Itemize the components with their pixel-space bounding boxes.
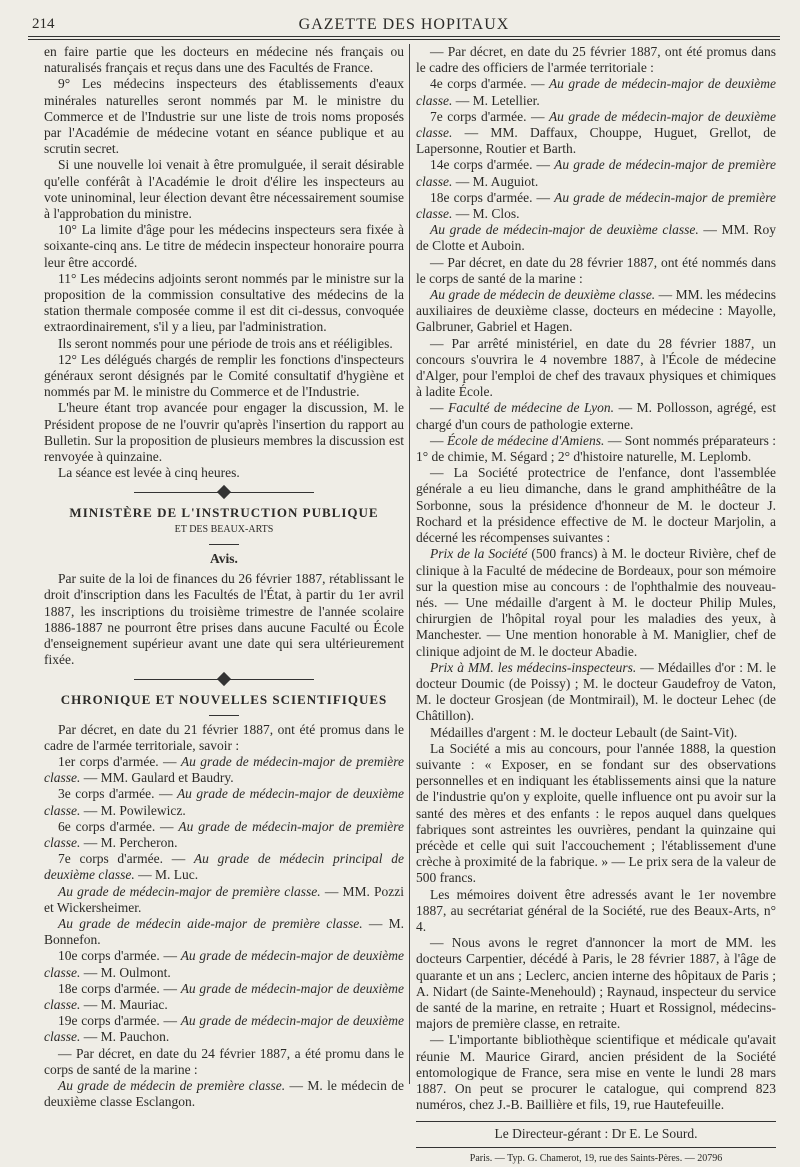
short-rule [209,715,239,716]
paragraph: — Par décret, en date du 24 février 1887, a été promu dans le corps de santé de la marine : [44,1045,404,1077]
notice-title: Avis. [210,550,238,566]
section-heading: CHRONIQUE ET NOUVELLES SCIENTIFIQUES [60,692,388,708]
separator [44,485,404,499]
short-rule [209,544,239,545]
paragraph: — Par arrêté ministériel, en date du 28 février 1887, un concours s'ouvrira le 4 novembre 1887, à l'École de médecine d'Alger, pour l'emploi de chef des travaux physiques et chimiques à ladite École. [416,335,776,400]
paragraph: Prix à MM. les médecins-inspecteurs. — Médailles d'or : M. le docteur Doumic (de Poissy) ; M. le docteur Gaudefroy de Vaton, M. le docteur Grosjean (de Montmirail), M. le docteur Lehec (de Châtillon). [416,659,776,724]
printer-footer: Paris. — Typ. G. Chamerot, 19, rue des Saints-Pères. — 20796 [416,1147,776,1167]
paragraph: 11° Les médecins adjoints seront nommés par le ministre sur la proposition de la commission consultative des médecins de la station thermale composée comme il est dit ci-dessus, convoquée extraordinairement, s'il y a lieu, par l'administration. [44,270,404,335]
paragraph: 1er corps d'armée. — Au grade de médecin-major de première classe. — MM. Gaulard et Baudry. [44,753,404,786]
paragraph: — Faculté de médecine de Lyon. — M. Pollosson, agrégé, est chargé d'un cours de pathologie externe. [416,400,777,432]
paragraph: — Par décret, en date du 28 février 1887, ont été nommés dans le corps de santé de la marine : [416,254,776,286]
paragraph: 10° La limite d'âge pour les médecins inspecteurs sera fixée à soixante-cinq ans. Le titre de médecin inspecteur honoraire pourra leur être accordé. [44,222,404,270]
paragraph: 4e corps d'armée. — Au grade de médecin-major de deuxième classe. — M. Letellier. [416,76,777,108]
paragraph: L'heure étant trop avancée pour engager la discussion, M. le Président propose de ne l'ouvrir qu'après l'insertion du rapport au Bulletin. Sur la proposition de plusieurs membres la discussion est renvoyée à quinzaine. [44,400,404,465]
paragraph: Les mémoires doivent être adressés avant le 1er novembre 1887, au secrétariat général de la Société, rue des Beaux-Arts, n° 4. [416,886,776,934]
section-heading: MINISTÈRE DE L'INSTRUCTION PUBLIQUE [69,505,379,521]
paragraph: Au grade de médecin de deuxième classe. — MM. les médecins auxiliaires de deuxième classe, docteurs en médecine : Mayolle, Galbruner, Gabriel et Hagen. [416,287,776,335]
paragraph: Si une nouvelle loi venait à être promulguée, il serait désirable qu'elle conférât à l'Académie le droit d'élire les inspecteurs au vote uninominal, leur élection devant être nécessairement soumise à l'approbation du ministre. [44,157,404,222]
header-rule [28,36,780,37]
paragraph: 10e corps d'armée. — Au grade de médecin-major de deuxième classe. — M. Oulmont. [44,948,405,980]
paragraph: en faire partie que les docteurs en médecine nés français ou naturalisés français et reçus dans une des Facultés de France. [44,44,404,76]
paragraph: 3e corps d'armée. — Au grade de médecin-major de deuxième classe. — M. Powilewicz. [44,786,405,818]
paragraph: 12° Les délégués chargés de remplir les fonctions d'inspecteurs généraux seront désignés par le Comité consultatif d'hygiène et nommés par M. le ministre du Commerce et de l'Industrie. [44,351,404,400]
paragraph: Par suite de la loi de finances du 26 février 1887, rétablissant le droit d'inscription dans les Facultés de l'État, à partir du 1er avril 1887, les inscriptions du troisième trimestre de l'année scolaire 1886-1887 ne pourront être prises dans aucune Faculté ou École d'enseignement supérieur avant une date qui sera ultérieurement fixée. [44,571,404,668]
paragraph: Ils seront nommés pour une période de trois ans et rééligibles. [58,335,393,351]
paragraph: — Nous avons le regret d'annoncer la mort de MM. les docteurs Carpentier, décédé à Paris, le 28 février 1887, à l'âge de quarante et un ans ; Leclerc, ancien interne des hôpitaux de Paris ; A. Nidart (de Sainte-Menehould) ; Raynaud, inspecteur du service de santé de la marine, en retraite ; Huart et Rossignol, médecins-majors de première classe, en retraite. [416,935,776,1032]
page-header [28,10,780,32]
paragraph: 7e corps d'armée. — Au grade de médecin-major de deuxième classe. — MM. Daffaux, Chouppe, Huguet, Grellot, de Lapersonne, Routier et Barth. [416,108,777,157]
paragraph: — L'importante bibliothèque scientifique et médicale qu'avait réunie M. Maurice Girard, ancien président de la Société entomologique de France, sera mise en vente le lundi 28 mars 1887. On peut se procurer le catalogue, qui comprend 823 numéros, chez J.-B. Baillière et fils, 19, rue Hautefeuille. [416,1032,776,1113]
paragraph: Au grade de médecin aide-major de première classe. — M. Bonnefon. [44,915,404,948]
paragraph: Au grade de médecin de première classe. — M. le médecin de deuxième classe Esclangon. [44,1077,404,1110]
paragraph: 14e corps d'armée. — Au grade de médecin-major de première classe. — M. Auguiot. [416,157,776,189]
paragraph: Prix de la Société (500 francs) à M. le docteur Rivière, chef de clinique à la Faculté de médecine de Bordeaux, pour son mémoire sur la question mise au concours : de l'ophthalmie des nouveau-nés. — Une médaille d'argent à M. le docteur Philip Mules, chirurgien de l'hôpital royal pour les maladies des yeux, à Manchester. — Une mention honorable à M. Maniglier, chef de clinique adjoint de M. le docteur Abadie. [416,546,776,659]
paragraph: — Par décret, en date du 25 février 1887, ont été promus dans le cadre des officiers de l'armée territoriale : [416,44,776,76]
paragraph: La séance est levée à cinq heures. [58,465,240,481]
separator [44,672,404,686]
paragraph: — École de médecine d'Amiens. — Sont nommés préparateurs : 1° de chimie, M. Ségard ; 2° d'histoire naturelle, M. Leplomb. [416,432,777,465]
journal-title: GAZETTE DES HOPITAUX [298,16,510,33]
paragraph: Au grade de médecin-major de première classe. — MM. Pozzi et Wickersheimer. [44,883,405,915]
paragraph: 6e corps d'armée. — Au grade de médecin-major de première classe. — M. Percheron. [44,818,404,850]
column-divider [409,44,410,1084]
paragraph: Par décret, en date du 21 février 1887, ont été promus dans le cadre de l'armée territoriale, savoir : [44,721,404,753]
section-subheading: ET DES BEAUX-ARTS [174,523,274,535]
paragraph: 9° Les médecins inspecteurs des établissements d'eaux minérales naturelles seront nommés par M. le ministre du Commerce et de l'Industrie sur une liste de trois noms proposés par l'Académie de médecine votant en séance publique et au scrutin secret. [44,76,404,157]
right-column [416,44,776,1167]
paragraph: 18e corps d'armée. — Au grade de médecin-major de deuxième classe. — M. Mauriac. [44,980,405,1012]
left-column [44,44,404,1110]
paragraph: La Société a mis au concours, pour l'année 1888, la question suivante : « Exposer, en se fondant sur des observations personnelles et en indiquant les établissements ainsi que la nature de l'industrie qu'on y exploite, quelle influence ont pu avoir sur la santé des mères et des enfants : le repos auquel dans quelques fabriques sont astreintes les ouvrières, pendant la quinzaine qui précède et celle qui suit l'accouchement ; l'établissement d'une crèche à proximité de la fabrique. » — Le prix sera de la valeur de 500 francs. [416,740,776,886]
paragraph: Au grade de médecin-major de deuxième classe. — MM. Roy de Clotte et Auboin. [416,222,776,254]
header-rule-2 [28,39,780,40]
paragraph: — La Société protectrice de l'enfance, dont l'assemblée générale a eu lieu dimanche, dans le grand amphithéâtre de la Sorbonne, sous la présidence d'honneur de M. le docteur J. Rochard et la présidence effective de M. le docteur Marjolin, a décerné les récompenses suivantes : [416,465,776,546]
signature: Le Directeur-gérant : Dr E. Le Sourd. [416,1121,776,1142]
paragraph: 19e corps d'armée. — Au grade de médecin-major de deuxième classe. — M. Pauchon. [44,1013,405,1045]
paragraph: 7e corps d'armée. — Au grade de médecin principal de deuxième classe. — M. Luc. [44,851,404,883]
paragraph: Médailles d'argent : M. le docteur Lebault (de Saint-Vit). [430,724,738,740]
paragraph: 18e corps d'armée. — Au grade de médecin-major de première classe. — M. Clos. [416,189,776,222]
page-number: 214 [32,16,55,32]
